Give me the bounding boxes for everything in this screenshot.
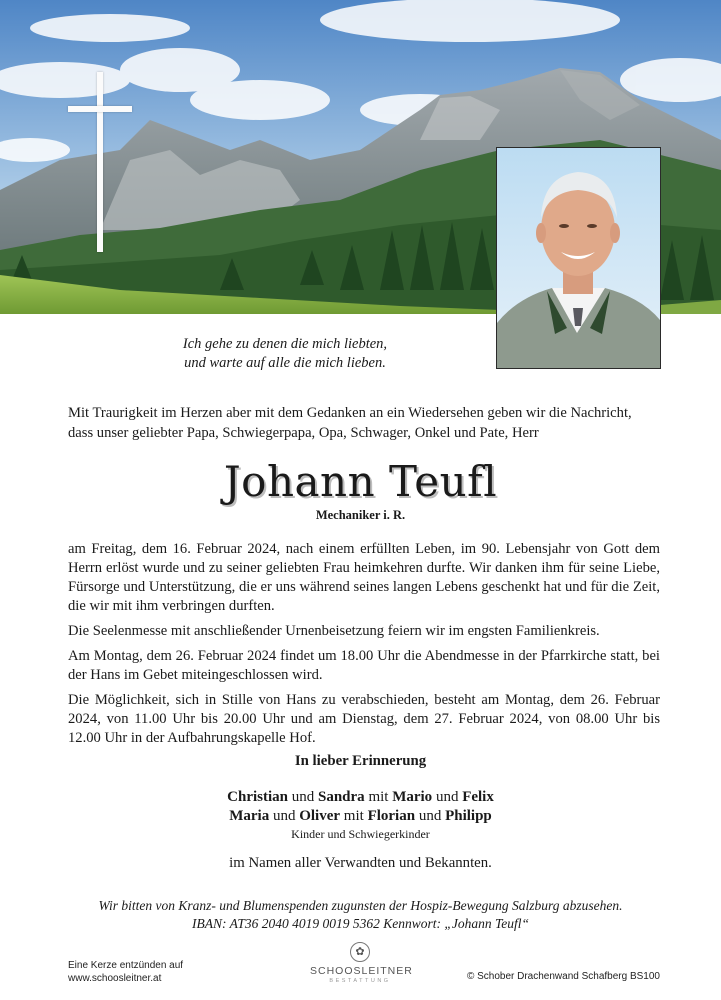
family-member-name: Felix <box>462 789 494 805</box>
deceased-name: Johann Teufl <box>223 457 498 506</box>
candle-note <box>68 959 183 985</box>
family-caption: Kinder und Schwiegerkinder <box>291 827 430 841</box>
closing-heading: In lieber Erinnerung <box>294 753 427 769</box>
family-line <box>0 788 721 807</box>
intro-text <box>68 403 660 443</box>
connector: und <box>435 789 459 805</box>
motto-line: und warte auf alle die mich lieben. <box>184 355 386 371</box>
connector: mit <box>368 789 389 805</box>
family-member-name: Christian <box>227 789 288 805</box>
donation-note <box>0 897 721 933</box>
family-member-name: Oliver <box>299 808 341 824</box>
family-member-name: Sandra <box>318 789 365 805</box>
cross-icon-vertical <box>97 72 103 252</box>
paragraph-passing: am Freitag, dem 16. Februar 2024, nach einem erfüllten Leben, im 90. Lebensjahr von Gott dem Herrn erlöst wurde und zu seiner geliebten Frau heimkehren durfte. Wir danken ihm für seine Liebe, Fürsorge und Unterstützung, die er uns während seines langen Lebens geschenkt hat und für die Zeit, die wir mit ihm verbringen durften. <box>68 541 660 614</box>
paragraph-evening-mass: Am Montag, dem 26. Februar 2024 findet um 18.00 Uhr die Abendmesse in der Pfarrkirche statt, bei der Hans im Gebet miteingeschlossen wird. <box>68 648 660 683</box>
rose-icon: ✿ <box>350 942 370 962</box>
motto-quote <box>120 335 450 373</box>
intro-line: Mit Traurigkeit im Herzen aber mit dem Gedanken an ein Wiedersehen geben wir die Nachricht, <box>68 405 632 421</box>
connector: und <box>291 789 315 805</box>
funeral-home-logo <box>310 942 413 984</box>
motto-line: Ich gehe zu denen die mich liebten, <box>182 336 388 352</box>
connector: mit <box>343 808 364 824</box>
iban-line: IBAN: AT36 2040 4019 0019 5362 Kennwort: „Johann Teufl“ <box>191 916 530 931</box>
deceased-occupation: Mechaniker i. R. <box>315 508 406 522</box>
connector: und <box>418 808 442 824</box>
family-member-name: Philipp <box>445 808 492 824</box>
cross-icon-horizontal <box>68 106 132 112</box>
candle-text: Eine Kerze entzünden auf <box>68 960 184 971</box>
paragraph-farewell: Die Möglichkeit, sich in Stille von Hans zu verabschieden, besteht am Montag, dem 26. Februar 2024, von 11.00 Uhr bis 20.00 Uhr und am Dienstag, dem 27. Februar 2024, von 08.00 Uhr bis 12.00 Uhr in der Aufbahrungskapelle Hof. <box>68 692 660 746</box>
family-member-name: Maria <box>229 808 270 824</box>
portrait-image <box>497 148 660 368</box>
intro-line: dass unser geliebter Papa, Schwiegerpapa, Opa, Schwager, Onkel und Pate, Herr <box>68 425 539 441</box>
donation-line: Wir bitten von Kranz- und Blumenspenden zugunsten der Hospiz-Bewegung Salzburg abzusehen. <box>98 898 623 913</box>
logo-name: SCHOOSLEITNER <box>310 965 413 977</box>
candle-website-link[interactable]: www.schoosleitner.at <box>68 973 162 984</box>
family-names <box>0 788 721 842</box>
family-member-name: Florian <box>367 808 416 824</box>
portrait-photo <box>496 147 661 369</box>
announcement-body <box>68 540 660 754</box>
family-member-name: Mario <box>392 789 433 805</box>
image-credit: © Schober Drachenwand Schafberg BS100 <box>466 971 660 982</box>
connector: und <box>272 808 296 824</box>
logo-subtitle: BESTATTUNG <box>329 978 391 984</box>
relatives-line: im Namen aller Verwandten und Bekannten. <box>229 855 492 871</box>
paragraph-requiem: Die Seelenmesse mit anschließender Urnenbeisetzung feiern wir im engsten Familienkreis. <box>68 623 600 639</box>
family-line <box>0 807 721 826</box>
